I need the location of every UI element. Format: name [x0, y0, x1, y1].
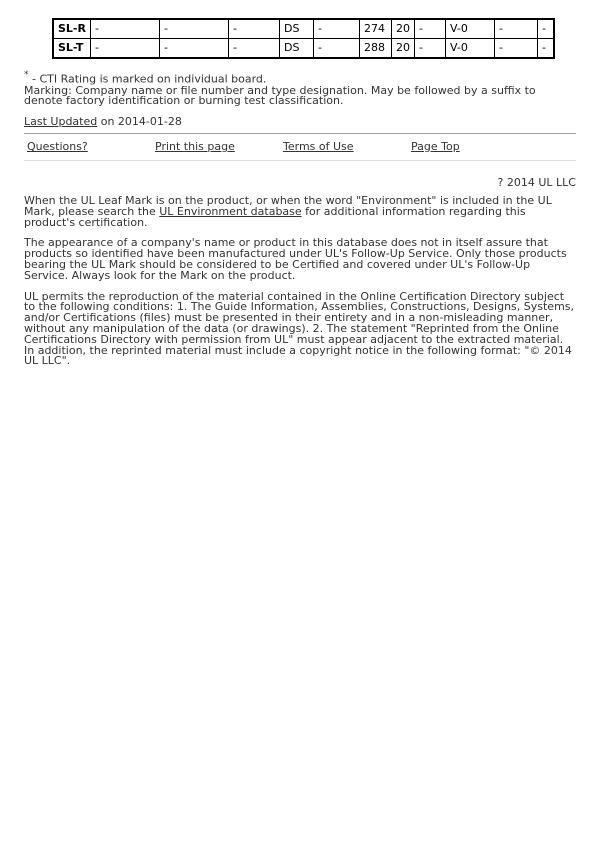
terms-of-use-link[interactable]: Terms of Use	[283, 140, 354, 154]
table-cell: 20	[391, 19, 414, 39]
table-cell: -	[414, 19, 445, 39]
table-cell: DS	[279, 19, 313, 39]
table-cell: V-0	[445, 39, 494, 59]
leaf-mark-text-before: When the UL Leaf Mark is on the product, or when the word "Environment" is included in the UL Mark, please search the	[24, 194, 552, 218]
table-cell: -	[90, 39, 159, 59]
row-label: SL-R	[53, 19, 90, 39]
print-page-link[interactable]: Print this page	[155, 140, 235, 154]
table-cell: -	[90, 19, 159, 39]
table-cell: -	[414, 39, 445, 59]
copyright-text: ? 2014 UL LLC	[497, 176, 576, 190]
last-updated-date: on 2014-01-28	[97, 115, 182, 129]
table-row	[53, 19, 554, 39]
table-cell: -	[159, 39, 228, 59]
page-content	[0, 0, 600, 367]
table-cell: -	[537, 39, 554, 59]
marking-paragraph: Marking: Company name or file number and type designation. May be followed by a suffix to denote factory identification or burning test classification.	[24, 83, 536, 108]
table-cell: -	[228, 39, 279, 59]
divider-bottom	[24, 160, 576, 161]
leaf-mark-paragraph	[24, 196, 576, 228]
table-cell: 274	[359, 19, 391, 39]
last-updated-link[interactable]: Last Updated	[24, 115, 98, 129]
table-row	[53, 39, 554, 59]
table-cell: -	[159, 19, 228, 39]
page-top-link[interactable]: Page Top	[411, 140, 460, 154]
table-cell: -	[494, 19, 537, 39]
ratings-table	[52, 18, 555, 59]
table-cell: -	[228, 19, 279, 39]
questions-link[interactable]: Questions?	[27, 140, 88, 154]
table-cell: -	[494, 39, 537, 59]
table-cell: -	[537, 19, 554, 39]
footnote-marker: *	[24, 70, 29, 80]
table-cell: 20	[391, 39, 414, 59]
table-cell: V-0	[445, 19, 494, 39]
reproduction-paragraph: UL permits the reproduction of the material contained in the Online Certification Directory subject to the following conditions: 1. The Guide Information, Assemblies, Constructions, Designs, Systems, and/or Certifications (files) must be presented in their entirety and in a non-misleading manner, without any manipulation of the data (or drawings). 2. The statement "Reprinted from the Online Certifications Directory with permission from UL" must appear adjacent to the extracted material. In addition, the reprinted material must include a copyright notice in the following format: "© 2014 UL LLC".	[24, 289, 575, 368]
table-cell: -	[313, 19, 359, 39]
appearance-paragraph: The appearance of a company's name or product in this database does not in itself assure that products so identified have been manufactured under UL's Follow-Up Service. Only those products bearing the UL Mark should be considered to be Certified and covered under UL's Follow-Up Service. Always look for the Mark on the product.	[24, 236, 567, 282]
table-cell: DS	[279, 39, 313, 59]
table-cell: -	[313, 39, 359, 59]
last-updated-line	[24, 117, 576, 128]
row-label: SL-T	[53, 39, 90, 59]
table-cell: 288	[359, 39, 391, 59]
ul-environment-database-link[interactable]: UL Environment database	[159, 204, 302, 218]
footnote-text: - CTI Rating is marked on individual board.	[28, 72, 267, 86]
footer-nav	[24, 134, 576, 156]
leaf-mark-text-after: for additional information regarding this product's certification.	[24, 204, 526, 229]
